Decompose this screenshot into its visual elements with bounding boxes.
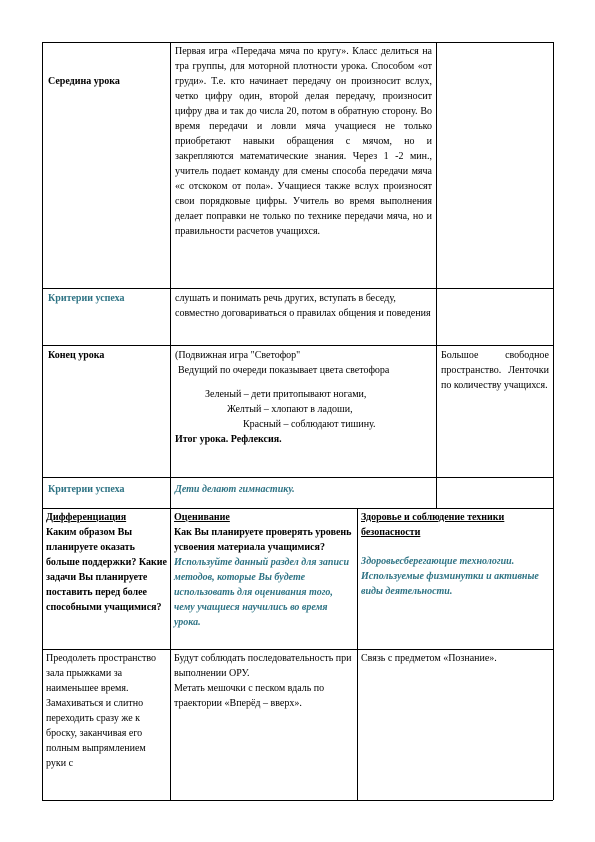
- criteria-label-1: Критерии успеха: [48, 293, 125, 304]
- middle-text: Первая игра «Передача мяча по кругу». Класс делиться на тра группы, для моторной плотности урока. Способом «от груди». Т.е. кто начинает передачу он произносит вслух, четко цифру один, второй делая передачу, произносит цифру два и так до числа 20, потом в обратную сторону. Во время передачи и ловли мяча учащиеся не только приобретают навыки обращения с мячом, но и закрепляются математические знания. Через 1 -2 мин., учитель подает команду для смены способа передачи мяча «с отскоком от пола». Учащиеся также вслух произносят свои порядковые цифры. Учитель во время выполнения делает поправки не только по технике передачи мяча, но и правильности расчетов учащихся.: [175, 46, 432, 237]
- game-red: Красный – соблюдают тишину.: [243, 419, 376, 430]
- criteria-text-2: Дети делают гимнастику.: [175, 484, 295, 495]
- differentiation-question: Каким образом Вы планируете оказать больше поддержки? Какие задачи Вы планируете поставить перед более способными учащимися?: [46, 527, 167, 613]
- safety-header: [361, 510, 550, 599]
- end-resources: Большое свободное пространство. Ленточки по количеству учащихся.: [441, 350, 549, 391]
- assessment-body-1: Будут соблюдать последовательность при выполнении ОРУ.: [174, 653, 352, 679]
- assessment-header: [174, 510, 354, 630]
- assessment-question: Как Вы планируете проверять уровень усвоения материала учащимися?: [174, 527, 352, 553]
- assessment-body: [174, 651, 354, 711]
- spacer: [175, 378, 432, 387]
- differentiation-header: [46, 510, 168, 615]
- criteria-text-1: слушать и понимать речь других, вступать в беседу, совместно договариваться о правилах общения и поведения: [175, 293, 431, 319]
- game-leader: Ведущий по очереди показывает цвета светофора: [178, 365, 390, 376]
- assessment-hint: Используйте данный раздел для записи методов, которые Вы будете использовать для оценивания того, чему учащиеся научились во время урока.: [174, 557, 350, 628]
- end-content: [175, 348, 432, 447]
- game-title: (Подвижная игра "Светофор": [175, 350, 301, 361]
- assessment-title: Оценивание: [174, 512, 230, 523]
- safety-hint: Здоровьесберегающие технологии. Используемые физминутки и активные виды деятельности.: [361, 556, 539, 597]
- differentiation-body: Преодолеть пространство зала прыжками за наименьшее время. Замахиваться и слитно переходить сразу же к броску, заканчивая его полным выпрямлением руки с: [46, 653, 156, 769]
- middle-label: Середина урока: [48, 76, 120, 87]
- game-yellow: Желтый – хлопают в ладоши,: [227, 404, 353, 415]
- safety-body: Связь с предметом «Познание».: [361, 653, 497, 664]
- criteria-label-2: Критерии успеха: [48, 484, 125, 495]
- safety-title: Здоровье и соблюдение техники безопасности: [361, 512, 505, 538]
- lesson-summary: Итог урока. Рефлексия.: [175, 434, 282, 445]
- end-label: Конец урока: [48, 350, 105, 361]
- differentiation-title: Дифференциация: [46, 512, 127, 523]
- spacer: [361, 540, 550, 554]
- assessment-body-2: Метать мешочки с песком вдаль по траектории «Вперёд – вверх».: [174, 683, 325, 709]
- game-green: Зеленый – дети притопывают ногами,: [205, 389, 367, 400]
